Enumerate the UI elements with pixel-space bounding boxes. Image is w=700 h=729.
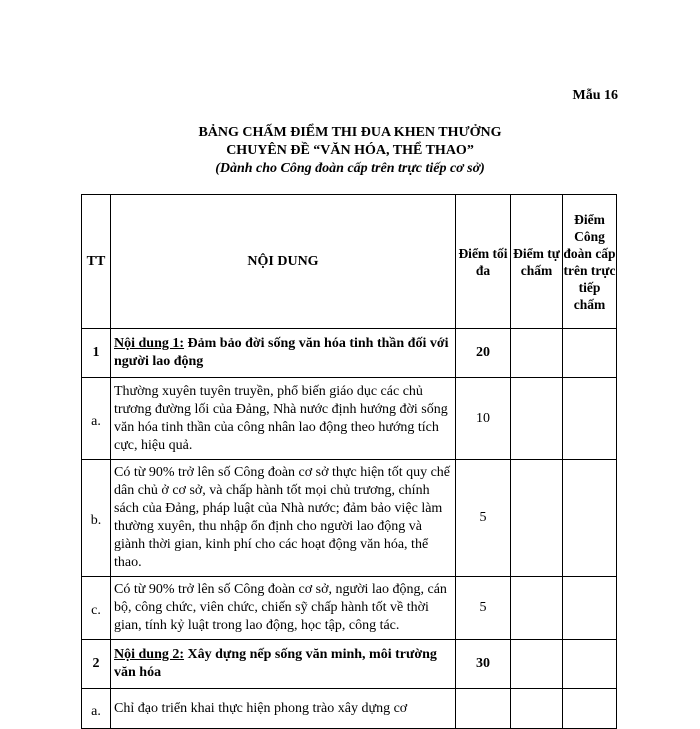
header-content: NỘI DUNG [111,195,456,329]
self-score-cell[interactable] [511,689,563,729]
row-text: Chỉ đạo triển khai thực hiện phong trào xây dựng cơ [114,700,408,716]
row-index: a. [82,689,111,729]
row-content [111,640,456,689]
score-table [81,194,617,729]
table-row [82,460,617,577]
section-label: Nội dung 2: [114,647,185,662]
max-score-cell: 30 [456,640,511,689]
header-upper-score: Điểm Công đoàn cấp trên trực tiếp chấm [563,195,617,329]
row-index: c. [82,577,111,640]
row-text: Có từ 90% trở lên số Công đoàn cơ sở, người lao động, cán bộ, công chức, viên chức, chiến sỹ chấp hành tốt về thời gian, tính kỷ luật trong lao động, học tập, công tác. [114,582,447,633]
document-title: BẢNG CHẤM ĐIỂM THI ĐUA KHEN THƯỞNG [198,125,502,140]
table-row [82,329,617,378]
row-content [111,460,456,577]
row-content [111,577,456,640]
max-score-cell [456,689,511,729]
section-text: Xây dựng nếp sống văn minh, môi trường văn hóa [114,647,437,680]
row-content [111,329,456,378]
upper-score-cell[interactable] [563,577,617,640]
document-heading [0,124,700,178]
table-row [82,640,617,689]
self-score-cell[interactable] [511,329,563,378]
self-score-cell[interactable] [511,460,563,577]
upper-score-cell[interactable] [563,378,617,460]
form-code: Mẫu 16 [572,88,618,103]
header-max-score: Điểm tối đa [456,195,511,329]
document-topic: CHUYÊN ĐỀ “VĂN HÓA, THỂ THAO” [226,143,474,158]
document-subtitle: (Dành cho Công đoàn cấp trên trực tiếp cơ sở) [215,161,485,176]
table-row [82,689,617,729]
section-label: Nội dung 1: [114,336,185,351]
table-header-row [82,195,617,329]
header-tt: TT [82,195,111,329]
header-self-score: Điểm tự chấm [511,195,563,329]
row-text: Có từ 90% trở lên số Công đoàn cơ sở thực hiện tốt quy chế dân chủ ở cơ sở, và chấp hành tốt mọi chủ trương, chính sách của Đảng, pháp luật của Nhà nước; đảm bảo việc làm thường xuyên, thu nhập ổn định cho người lao động và giành thời gian, kinh phí cho các hoạt động văn hóa, thể thao. [114,465,451,570]
upper-score-cell[interactable] [563,640,617,689]
row-index: 2 [82,640,111,689]
self-score-cell[interactable] [511,577,563,640]
self-score-cell[interactable] [511,378,563,460]
row-index: b. [82,460,111,577]
row-index: a. [82,378,111,460]
upper-score-cell[interactable] [563,689,617,729]
section-text: Đảm bảo đời sống văn hóa tinh thần đối với người lao động [114,336,449,369]
row-content [111,378,456,460]
table-row [82,577,617,640]
table-row [82,378,617,460]
max-score-cell: 5 [456,460,511,577]
self-score-cell[interactable] [511,640,563,689]
max-score-cell: 10 [456,378,511,460]
row-content [111,689,456,729]
upper-score-cell[interactable] [563,460,617,577]
max-score-cell: 20 [456,329,511,378]
row-index: 1 [82,329,111,378]
max-score-cell: 5 [456,577,511,640]
row-text: Thường xuyên tuyên truyền, phổ biến giáo dục các chủ trương đường lối của Đảng, Nhà nước định hướng đời sống văn hóa tinh thần của công nhân lao động theo hướng tích cực, hiệu quả. [114,383,448,453]
upper-score-cell[interactable] [563,329,617,378]
